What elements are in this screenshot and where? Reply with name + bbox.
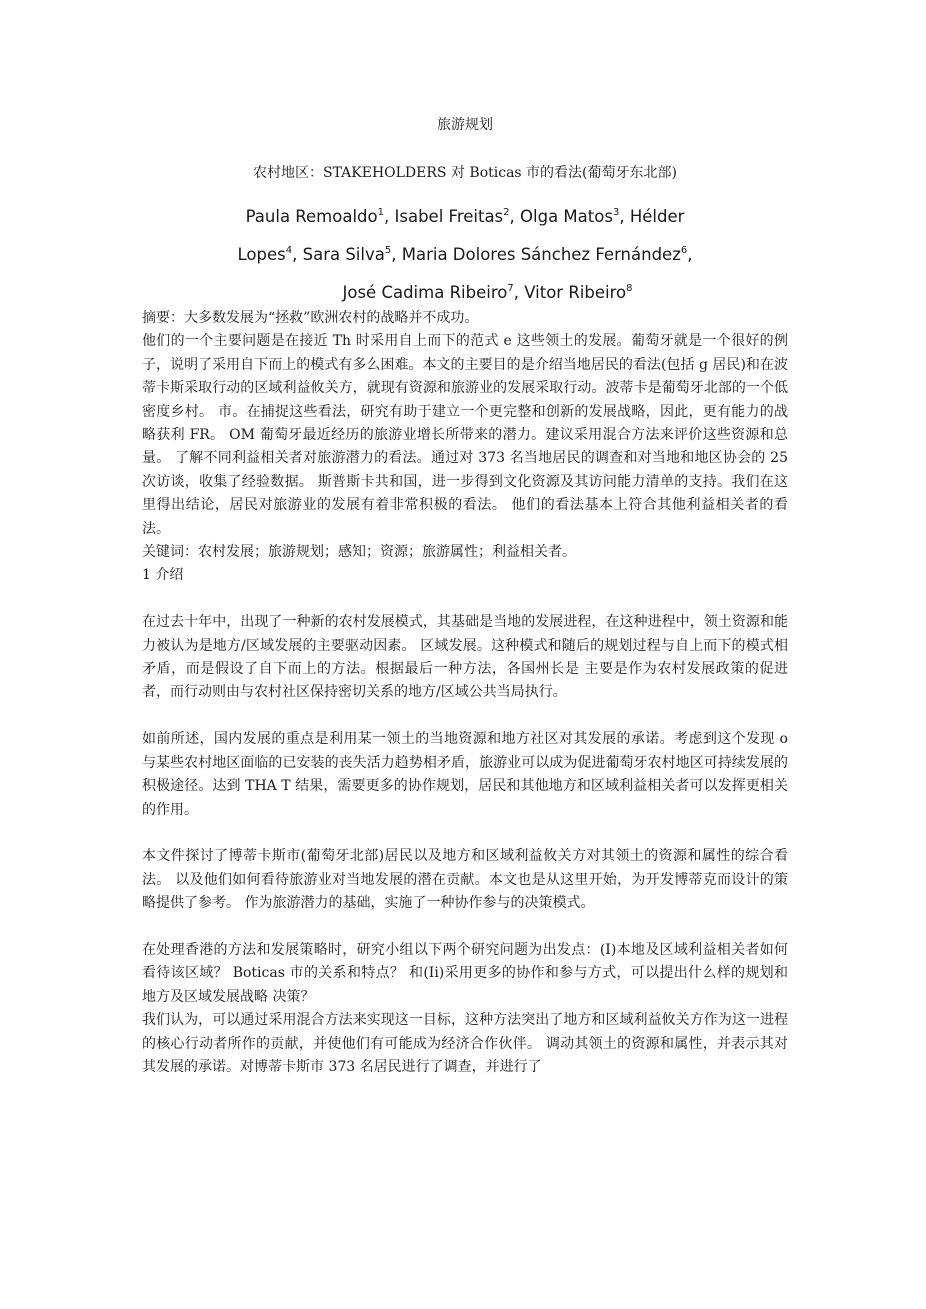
author-affiliation-mark: 4: [285, 245, 293, 256]
paragraph-gap: [142, 588, 788, 611]
intro-heading: 1 介绍: [142, 567, 184, 584]
author-name: Lopes: [237, 245, 286, 264]
author-name: Olga Matos: [520, 207, 613, 226]
author-affiliation-mark: 6: [680, 245, 688, 256]
author-line-1: Paula Remoaldo$^1$, Isabel Freitas$^2$, Olga Matos$^3$, Hélder: [245, 207, 685, 226]
author-affiliation-mark: 1: [377, 207, 384, 218]
body-paragraph: 在过去十年中，出现了一种新的农村发展模式，其基础是当地的发展进程，在这种进程中，领土资源和能力被认为是地方/区域发展的主要驱动因素。 区域发展。这种模式和随后的规划过程与自上而下的模式相矛盾，而是假设了自下而上的方法。根据最后一种方法，各国州长是 主要是作为农村发展政策的促进者，而行动则由与农村社区保持密切关系的地方/区域公共当局执行。: [142, 614, 788, 701]
author-line-3: José Cadima Ribeiro$^7$, Vitor Ribeiro$^8$: [342, 283, 633, 302]
author-name: Isabel Freitas: [394, 207, 504, 226]
paragraph-gap: [142, 916, 788, 939]
body-paragraph: 本文件探讨了博蒂卡斯市(葡萄牙北部)居民以及地方和区域利益攸关方对其领土的资源和属性的综合看法。 以及他们如何看待旅游业对当地发展的潜在贡献。本文也是从这里开始，为开发博蒂克而设计的策略提供了参考。 作为旅游潜力的基础，实施了一种协作参与的决策模式。: [142, 848, 788, 912]
author-name: Maria Dolores Sánchez Fernández: [401, 245, 681, 264]
paragraph-gap: [142, 822, 788, 845]
paragraph-gap: [142, 705, 788, 728]
author-affiliation-mark: 2: [503, 207, 510, 218]
section-title: 旅游规划: [437, 117, 493, 133]
author-name: Paula Remoaldo: [245, 207, 378, 226]
author-name: Hélder: [629, 207, 685, 226]
author-name: Vitor Ribeiro: [524, 283, 627, 302]
author-list: [142, 198, 788, 312]
author-affiliation-mark: 5: [384, 245, 392, 256]
abstract-lead: 摘要：大多数发展为“拯救”欧洲农村的战略并不成功。: [142, 310, 479, 326]
author-line-2: Lopes$^4$, Sara Silva$^5$, Maria Dolores Sánchez Fernández$^6$,: [237, 245, 693, 264]
author-affiliation-mark: 7: [507, 283, 514, 294]
paper-title: 农村地区：STAKEHOLDERS 对 Boticas 市的看法(葡萄牙东北部): [253, 165, 677, 181]
author-affiliation-mark: 8: [626, 283, 633, 294]
body-paragraph: 如前所述，国内发展的重点是利用某一领土的当地资源和地方社区对其发展的承诺。考虑到这个发现 o 与某些农村地区面临的已安装的丧失活力趋势相矛盾，旅游业可以成为促进葡萄牙农村地区可持续发展的积极途径。达到 THA T 结果，需要更多的协作规划，居民和其他地方和区域利益相关者可以发挥更相关的作用。: [142, 731, 788, 818]
author-affiliation-mark: 3: [612, 207, 620, 218]
body-paragraph: 在处理香港的方法和发展策略时，研究小组以下两个研究问题为出发点：(I)本地及区域利益相关者如何看待该区域？ Boticas 市的关系和特点？ 和(Ii)采用更多的协作和参与方式，可以提出什么样的规划和地方及区域发展战略 决策？: [142, 941, 788, 1005]
body-text: [142, 307, 788, 1079]
author-name: Sara Silva: [302, 245, 385, 264]
abstract-text: 他们的一个主要问题是在接近 Th 时采用自上而下的范式 e 这些领土的发展。葡萄牙就是一个很好的例子，说明了采用自下而上的模式有多么困难。本文的主要目的是介绍当地居民的看法(包括 g 居民)和在波蒂卡斯采取行动的区域利益攸关方，就现有资源和旅游业的发展采取行动。波蒂卡是葡萄牙北部的一个低密度乡村。 市。在捕捉这些看法，研究有助于建立一个更完整和创新的发展战略，因此，更有能力的战略获利 FR。 OM 葡萄牙最近经历的旅游业增长所带来的潜力。建议采用混合方法来评价这些资源和总量。 了解不同利益相关者对旅游潜力的看法。通过对 373 名当地居民的调查和对当地和地区协会的 25 次访谈，收集了经验数据。 斯普斯卡共和国，进一步得到文化资源及其访问能力清单的支持。我们在这里得出结论，居民对旅游业的发展有着非常积极的看法。 他们的看法基本上符合其他利益相关者的看法。: [142, 333, 788, 537]
keywords: 关键词：农村发展；旅游规划；感知；资源；旅游属性；利益相关者。: [142, 544, 576, 561]
body-paragraph: 我们认为，可以通过采用混合方法来实现这一目标，这种方法突出了地方和区域利益攸关方作为这一进程的核心行动者所作的贡献，并使他们有可能成为经济合作伙伴。 调动其领土的资源和属性，并表示其对其发展的承诺。对博蒂卡斯市 373 名居民进行了调查，并进行了: [142, 1012, 788, 1075]
author-name: José Cadima Ribeiro: [342, 283, 508, 302]
